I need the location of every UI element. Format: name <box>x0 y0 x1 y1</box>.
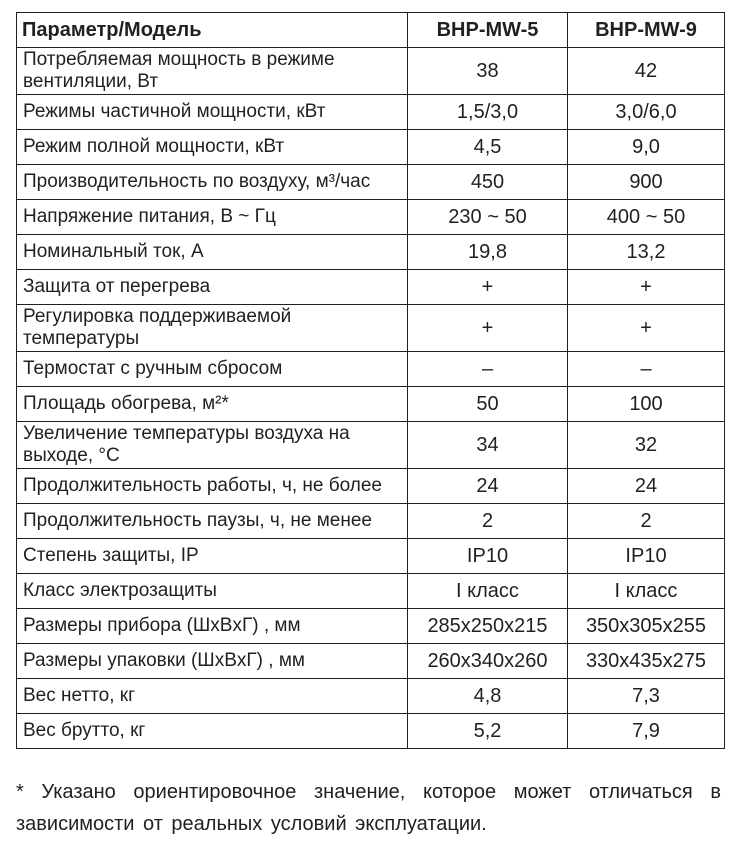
value-bhp-mw-9: IP10 <box>568 539 725 574</box>
table-row <box>17 270 725 305</box>
value-bhp-mw-5: 5,2 <box>408 714 568 749</box>
table-row <box>17 679 725 714</box>
param-cell: Класс электрозащиты <box>17 574 408 609</box>
param-cell: Продолжительность паузы, ч, не менее <box>17 504 408 539</box>
param-cell: Производительность по воздуху, м³/час <box>17 165 408 200</box>
param-cell: Защита от перегрева <box>17 270 408 305</box>
table-row <box>17 422 725 469</box>
table-row <box>17 352 725 387</box>
value-bhp-mw-9: 350x305x255 <box>568 609 725 644</box>
value-bhp-mw-5: 2 <box>408 504 568 539</box>
footnote: * Указано ориентировочное значение, которое может отличаться в зависимости от реальных условий эксплуатации. <box>16 781 721 835</box>
value-bhp-mw-5: – <box>408 352 568 387</box>
table-row <box>17 609 725 644</box>
value-bhp-mw-5: IP10 <box>408 539 568 574</box>
param-cell: Регулировка поддерживаемой температуры <box>17 305 408 352</box>
value-bhp-mw-5: 260x340x260 <box>408 644 568 679</box>
value-bhp-mw-5: 4,8 <box>408 679 568 714</box>
table-row <box>17 714 725 749</box>
value-bhp-mw-9: 9,0 <box>568 130 725 165</box>
value-bhp-mw-9: 7,9 <box>568 714 725 749</box>
param-cell: Номинальный ток, А <box>17 235 408 270</box>
table-row <box>17 95 725 130</box>
value-bhp-mw-9: 13,2 <box>568 235 725 270</box>
value-bhp-mw-5: I класс <box>408 574 568 609</box>
param-cell: Площадь обогрева, м²* <box>17 387 408 422</box>
param-cell: Размеры упаковки (ШxВxГ) , мм <box>17 644 408 679</box>
value-bhp-mw-5: + <box>408 270 568 305</box>
value-bhp-mw-5: 50 <box>408 387 568 422</box>
value-bhp-mw-9: 32 <box>568 422 725 469</box>
value-bhp-mw-5: 285x250x215 <box>408 609 568 644</box>
param-cell: Режимы частичной мощности, кВт <box>17 95 408 130</box>
value-bhp-mw-9: 2 <box>568 504 725 539</box>
value-bhp-mw-5: 4,5 <box>408 130 568 165</box>
header-row <box>17 13 725 48</box>
value-bhp-mw-5: 1,5/3,0 <box>408 95 568 130</box>
value-bhp-mw-5: 38 <box>408 48 568 95</box>
param-cell: Напряжение питания, В ~ Гц <box>17 200 408 235</box>
param-cell: Продолжительность работы, ч, не более <box>17 469 408 504</box>
param-cell: Вес брутто, кг <box>17 714 408 749</box>
value-bhp-mw-9: 42 <box>568 48 725 95</box>
param-cell: Увеличение температуры воздуха на выходе, °С <box>17 422 408 469</box>
value-bhp-mw-9: 3,0/6,0 <box>568 95 725 130</box>
value-bhp-mw-9: 100 <box>568 387 725 422</box>
table-row <box>17 48 725 95</box>
table-row <box>17 165 725 200</box>
table-row <box>17 305 725 352</box>
table-row <box>17 235 725 270</box>
table-row <box>17 574 725 609</box>
param-cell: Потребляемая мощность в режиме вентиляции, Вт <box>17 48 408 95</box>
value-bhp-mw-9: + <box>568 270 725 305</box>
value-bhp-mw-5: 450 <box>408 165 568 200</box>
header-model-bhp-mw-9: BHP-MW-9 <box>568 13 725 48</box>
table-row <box>17 130 725 165</box>
param-cell: Степень защиты, IP <box>17 539 408 574</box>
value-bhp-mw-9: 330x435x275 <box>568 644 725 679</box>
value-bhp-mw-9: 400 ~ 50 <box>568 200 725 235</box>
value-bhp-mw-9: 900 <box>568 165 725 200</box>
table-row <box>17 539 725 574</box>
value-bhp-mw-9: + <box>568 305 725 352</box>
param-cell: Термостат с ручным сбросом <box>17 352 408 387</box>
value-bhp-mw-5: 24 <box>408 469 568 504</box>
value-bhp-mw-5: + <box>408 305 568 352</box>
value-bhp-mw-5: 34 <box>408 422 568 469</box>
param-cell: Размеры прибора (ШxВxГ) , мм <box>17 609 408 644</box>
header-model-bhp-mw-5: BHP-MW-5 <box>408 13 568 48</box>
table-row <box>17 387 725 422</box>
spec-table-body <box>17 48 725 749</box>
param-cell: Режим полной мощности, кВт <box>17 130 408 165</box>
table-row <box>17 469 725 504</box>
value-bhp-mw-9: – <box>568 352 725 387</box>
value-bhp-mw-9: I класс <box>568 574 725 609</box>
spec-table <box>16 12 725 749</box>
table-row <box>17 200 725 235</box>
table-row <box>17 504 725 539</box>
table-row <box>17 644 725 679</box>
value-bhp-mw-9: 24 <box>568 469 725 504</box>
header-parameter: Параметр/Модель <box>17 13 408 48</box>
value-bhp-mw-5: 230 ~ 50 <box>408 200 568 235</box>
value-bhp-mw-9: 7,3 <box>568 679 725 714</box>
param-cell: Вес нетто, кг <box>17 679 408 714</box>
value-bhp-mw-5: 19,8 <box>408 235 568 270</box>
